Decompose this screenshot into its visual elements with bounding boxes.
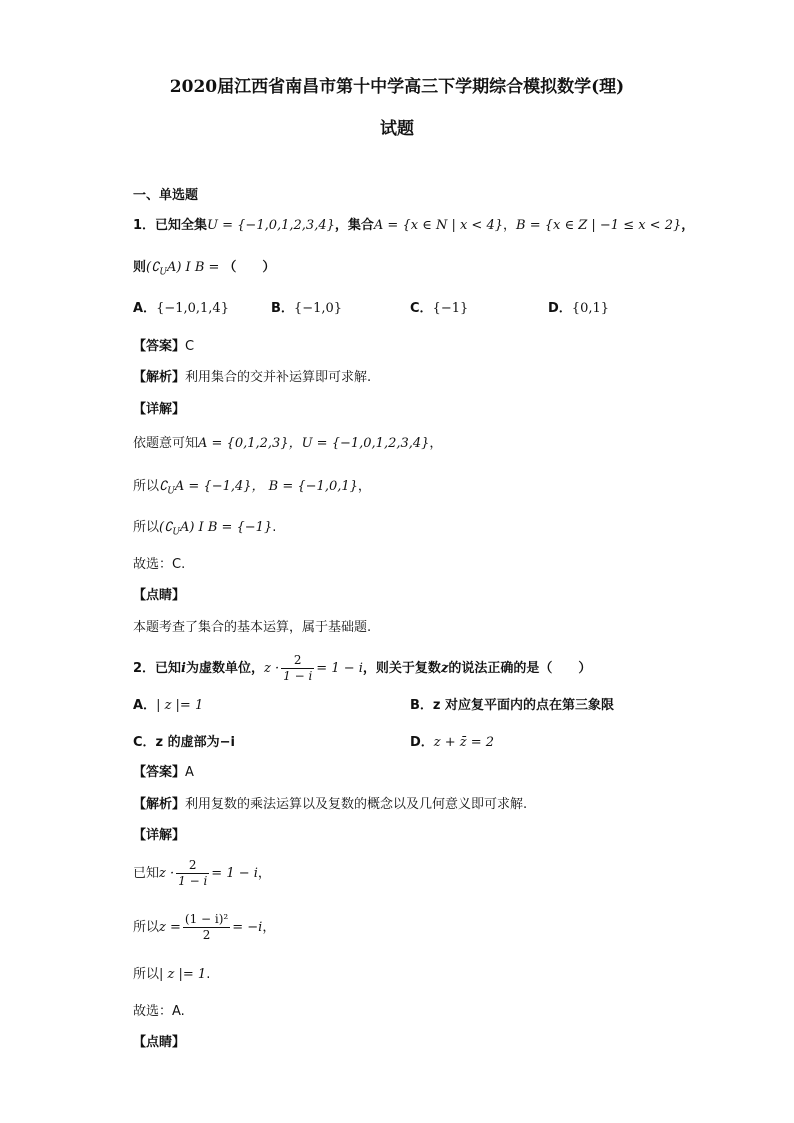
option-label: D． bbox=[548, 301, 572, 316]
fraction-denominator: 2 bbox=[202, 928, 211, 942]
q1-detail-line2 bbox=[133, 477, 371, 502]
option-value: z 对应复平面内的点在第三象限 bbox=[432, 698, 615, 713]
option-value: z 的虚部为−i bbox=[155, 735, 235, 750]
option-label: B． bbox=[410, 698, 433, 713]
q2-option-b bbox=[410, 696, 614, 716]
q2-stem-text: 2．已知 bbox=[133, 661, 182, 676]
analysis-text: 利用集合的交并补运算即可求解. bbox=[185, 370, 372, 385]
detail-math: z · bbox=[159, 866, 175, 881]
q2-math: = 1 − i bbox=[316, 661, 363, 676]
detail-text: 所以 bbox=[133, 479, 160, 494]
section-heading: 一、单选题 bbox=[133, 188, 199, 203]
q1-option-d bbox=[548, 299, 609, 319]
page-title-line1: 2020届江西省南昌市第十中学高三下学期综合模拟数学(理) bbox=[169, 77, 625, 97]
q2-stem-text: 的说法正确的是（ ） bbox=[448, 661, 592, 676]
q1-stem-text: 1．已知全集 bbox=[133, 218, 208, 233]
q1-option-b bbox=[271, 299, 342, 319]
q2-detail-tag: 【详解】 bbox=[133, 828, 186, 843]
detail-math: | z |= 1 bbox=[159, 967, 207, 982]
page-title-line2: 试题 bbox=[380, 119, 414, 139]
q2-math: z · bbox=[264, 661, 280, 676]
option-label: A． bbox=[133, 698, 157, 713]
q1-analysis bbox=[133, 368, 371, 388]
fraction-denominator: 1 − i bbox=[178, 874, 208, 888]
q1-comment-tag: 【点睛】 bbox=[133, 588, 186, 603]
q2-option-c bbox=[133, 733, 235, 753]
q2-detail-line1 bbox=[133, 858, 271, 889]
q2-detail-line2 bbox=[133, 912, 275, 943]
fraction-numerator: (1 − i)² bbox=[184, 912, 229, 926]
option-label: A． bbox=[133, 301, 157, 316]
q2-detail-fraction-2 bbox=[183, 912, 230, 943]
analysis-tag: 【解析】 bbox=[133, 797, 186, 812]
option-value: {−1,0,1,4} bbox=[156, 301, 229, 316]
answer-tag: 【答案】 bbox=[133, 765, 186, 780]
q1-stem-expression bbox=[133, 258, 275, 283]
detail-math: (∁ bbox=[159, 520, 173, 535]
answer-value: C bbox=[185, 339, 195, 354]
q2-detail-fraction bbox=[176, 858, 209, 889]
detail-math: A = {0,1,2,3}，U = {−1,0,1,2,3,4} bbox=[198, 436, 430, 451]
detail-text: . bbox=[272, 520, 277, 535]
option-label: B． bbox=[271, 301, 294, 316]
detail-text: ， bbox=[357, 479, 371, 494]
detail-text: ， bbox=[257, 866, 271, 881]
q1-detail-line1 bbox=[133, 434, 442, 454]
q1-set-a: A = {x ∈ N | x < 4} bbox=[373, 218, 503, 233]
q1-universal-set: U = {−1,0,1,2,3,4} bbox=[207, 218, 335, 233]
detail-math: = −i bbox=[232, 920, 263, 935]
detail-text: 所以 bbox=[133, 967, 160, 982]
option-value: {−1,0} bbox=[293, 301, 343, 316]
detail-math-subscript: U bbox=[172, 527, 180, 538]
detail-math: = 1 − i bbox=[211, 866, 258, 881]
q1-detail-tag: 【详解】 bbox=[133, 402, 186, 417]
analysis-text: 利用复数的乘法运算以及复数的概念以及几何意义即可求解. bbox=[185, 797, 528, 812]
detail-math: ∁ bbox=[159, 479, 168, 494]
q2-option-d bbox=[410, 733, 494, 753]
q2-detail-line3 bbox=[133, 965, 210, 985]
detail-text: 依题意可知 bbox=[133, 436, 199, 451]
q2-option-a bbox=[133, 696, 203, 716]
q1-option-c bbox=[410, 299, 468, 319]
fraction-denominator: 1 − i bbox=[283, 669, 313, 683]
q1-blank: （ ） bbox=[223, 260, 276, 275]
q2-answer bbox=[133, 763, 194, 783]
option-value: | z |= 1 bbox=[156, 698, 204, 713]
q1-option-a bbox=[133, 299, 229, 319]
detail-text: 已知 bbox=[133, 866, 160, 881]
detail-text: . bbox=[206, 967, 211, 982]
detail-text: 所以 bbox=[133, 520, 160, 535]
detail-text: 所以 bbox=[133, 920, 160, 935]
q2-var-z: z bbox=[440, 661, 449, 676]
detail-text: ， bbox=[262, 920, 276, 935]
q1-stem bbox=[133, 216, 694, 236]
q1-stem-text: ， bbox=[681, 218, 695, 233]
option-label: C． bbox=[410, 301, 433, 316]
q2-analysis bbox=[133, 795, 527, 815]
fraction-numerator: 2 bbox=[176, 858, 209, 874]
q1-comment: 本题考查了集合的基本运算，属于基础题. bbox=[133, 620, 372, 635]
option-label: D． bbox=[410, 735, 434, 750]
q1-stem-text: 则 bbox=[133, 260, 147, 275]
option-value: {−1} bbox=[432, 301, 469, 316]
q2-comment-tag: 【点睛】 bbox=[133, 1035, 186, 1050]
q1-expr: A) I B = bbox=[166, 260, 220, 275]
detail-text: ， bbox=[429, 436, 443, 451]
option-value: {0,1} bbox=[571, 301, 610, 316]
fraction-numerator: 2 bbox=[281, 653, 314, 669]
q2-stem-text: 为虚数单位， bbox=[186, 661, 265, 676]
detail-math: A = {−1,4}， B = {−1,0,1} bbox=[174, 479, 358, 494]
analysis-tag: 【解析】 bbox=[133, 370, 186, 385]
q1-separator: ， bbox=[503, 218, 517, 233]
option-value: z + z̄ = 2 bbox=[433, 735, 495, 750]
q2-choose: 故选：A. bbox=[133, 1004, 185, 1019]
q1-set-b: B = {x ∈ Z | −1 ≤ x < 2} bbox=[516, 218, 682, 233]
q1-choose: 故选：C. bbox=[133, 557, 186, 572]
q2-var-i: i bbox=[181, 661, 186, 676]
q2-fraction bbox=[281, 653, 314, 684]
answer-tag: 【答案】 bbox=[133, 339, 186, 354]
answer-value: A bbox=[185, 765, 194, 780]
q1-stem-text: ，集合 bbox=[334, 218, 374, 233]
q2-stem bbox=[133, 653, 591, 684]
q1-detail-line3 bbox=[133, 518, 276, 543]
option-label: C． bbox=[133, 735, 156, 750]
q2-stem-text: ，则关于复数 bbox=[362, 661, 441, 676]
detail-math: A) I B = {−1} bbox=[179, 520, 273, 535]
q1-answer bbox=[133, 337, 194, 357]
q1-expr-subscript: U bbox=[159, 267, 167, 278]
q1-expr: (∁ bbox=[146, 260, 160, 275]
detail-math: z = bbox=[159, 920, 181, 935]
detail-math-subscript: U bbox=[167, 486, 175, 497]
